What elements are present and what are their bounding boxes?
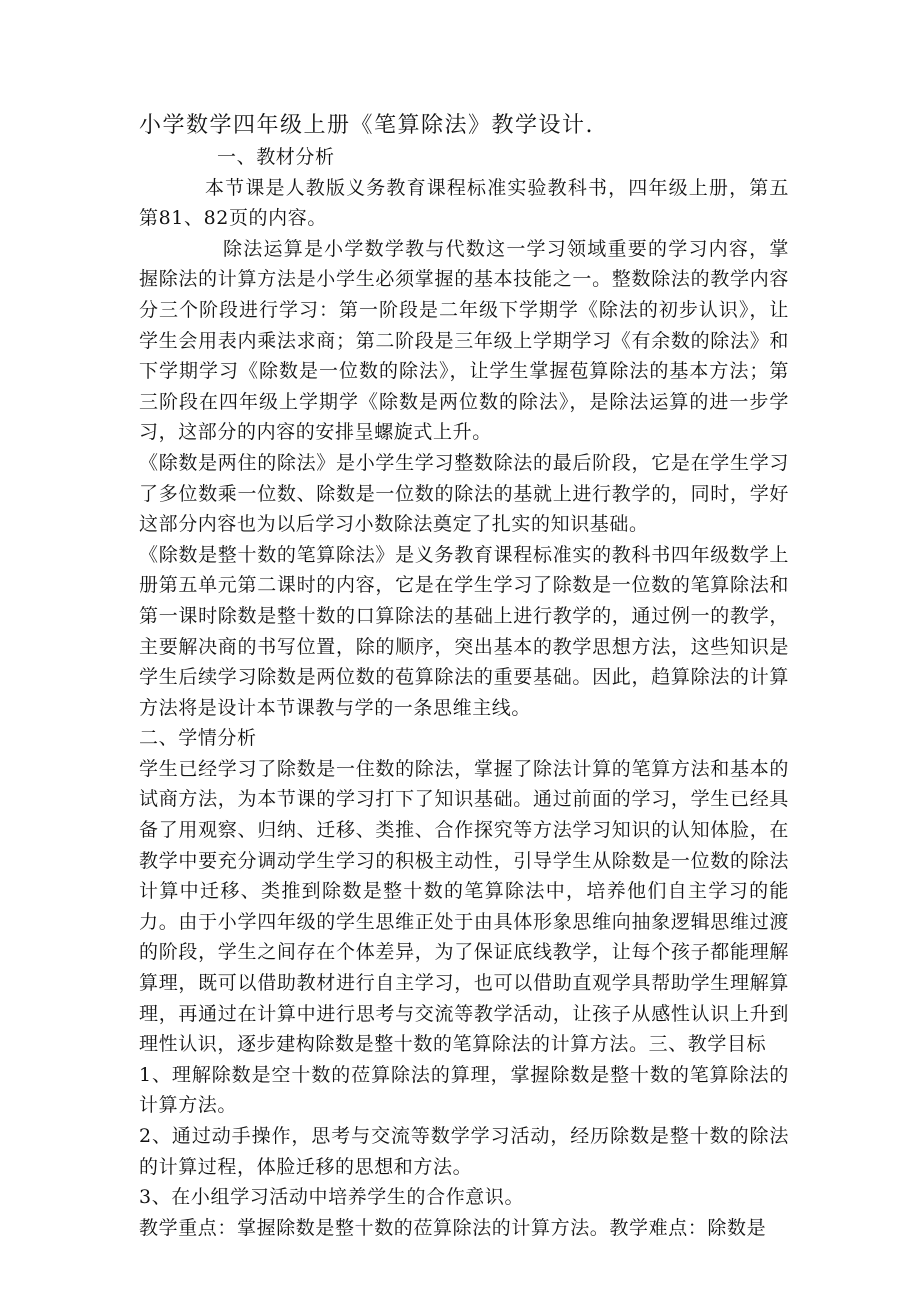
teaching-goal-2: 2、通过动手操作，思考与交流等数学学习活动，经历除数是整十数的除法的计算过程，体脸迁移的思想和方法。 <box>139 1125 789 1178</box>
teaching-goal-3: 3、在小组学习活动中培养学生的合作意识。 <box>139 1186 525 1209</box>
paragraph-student-analysis: 学生已经学习了除数是一住数的除法，掌握了除法计算的笔算方法和基本的试商方法，为本节课的学习打下了知识基础。通过前面的学习，学生已经具备了用观察、归纳、迁移、类推、合作探究等方法学习知识的认知体脸，在教学中要充分调动学生学习的积极主动性，引导学生从除数是一位数的除法计算中迁移、类推到除数是整十数的笔算除法中，培养他们自主学习的能力。由于小学四年级的学生思维正处于由具体形象思维向抽象逻辑思维过渡的阶段，学生之间存在个体差异，为了保证底线教学，让每个孩子都能理解算理，既可以借助教材进行自主学习，也可以借助直观学具帮助学生理解算理，再通过在计算中进行思考与交流等教学活动，让孩子从感性认识上升到理性认识，逐步建构除数是整十数的笔算除法的计算方法。三、教学目标 <box>139 757 789 1056</box>
paragraph-whole-ten-division: 《除数是整十数的笔算除法》是义务教育课程标准实的教科书四年级数学上册第五单元第二课时的内容，它是在学生学习了除数是一位数的笔算除法和第一课时除数是整十数的口算除法的基础上进行教学的，通过例一的教学，主要解决商的书写位置，除的顺序，突出基本的教学思想方法，这些知识是学生后续学习除数是两位数的苞算除法的重要基础。因此，趋算除法的计算方法将是设计本节课教与学的一条思维主线。 <box>139 543 789 719</box>
teaching-goal-1: 1、理解除数是空十数的莅算除法的算理，掌握除数是整十数的笔算除法的计算方法。 <box>139 1063 789 1117</box>
paragraph-key-points: 教学重点：掌握除数是整十数的莅算除法的计算方法。教学难点：除数是 <box>139 1216 767 1239</box>
paragraph-division-overview: 除法运算是小学数学教与代数这一学习领域重要的学习内容，掌握除法的计算方法是小学生必须掌握的基本技能之一。整数除法的教学内容分三个阶段进行学习：第一阶段是二年级下学期学《除法的初步认识》，让学生会用表内乘法求商；第二阶段是三年级上学期学习《有余数的除法》和下学期学习《除数是一位数的除法》，让学生掌握苞算除法的基本方法；第三阶段在四年级上学期学《除数是两位数的除法》，是除法运算的进一步学习，这部分的内容的安排呈螺旋式上升。 <box>139 237 789 444</box>
section-heading-textbook-analysis: 一、教材分析 <box>217 146 335 168</box>
paragraph-two-digit-division: 《除数是两住的除法》是小学生学习整数除法的最后阶段，它是在学生学习了多位数乘一位数、除数是一位数的除法的基就上进行教学的，同时，学好这部分内容也为以后学习小数除法奠定了扎实的知识基础。 <box>139 451 789 536</box>
section-heading-student-analysis: 二、学情分析 <box>139 727 257 750</box>
paragraph-textbook-source: 本节课是人教版义务教育课程标准实验教科书，四年级上册，第五第81、82页的内容。 <box>139 176 789 230</box>
document-body <box>139 110 789 1243</box>
document-title: 小学数学四年级上册《笔算除法》教学设计. <box>139 113 594 138</box>
